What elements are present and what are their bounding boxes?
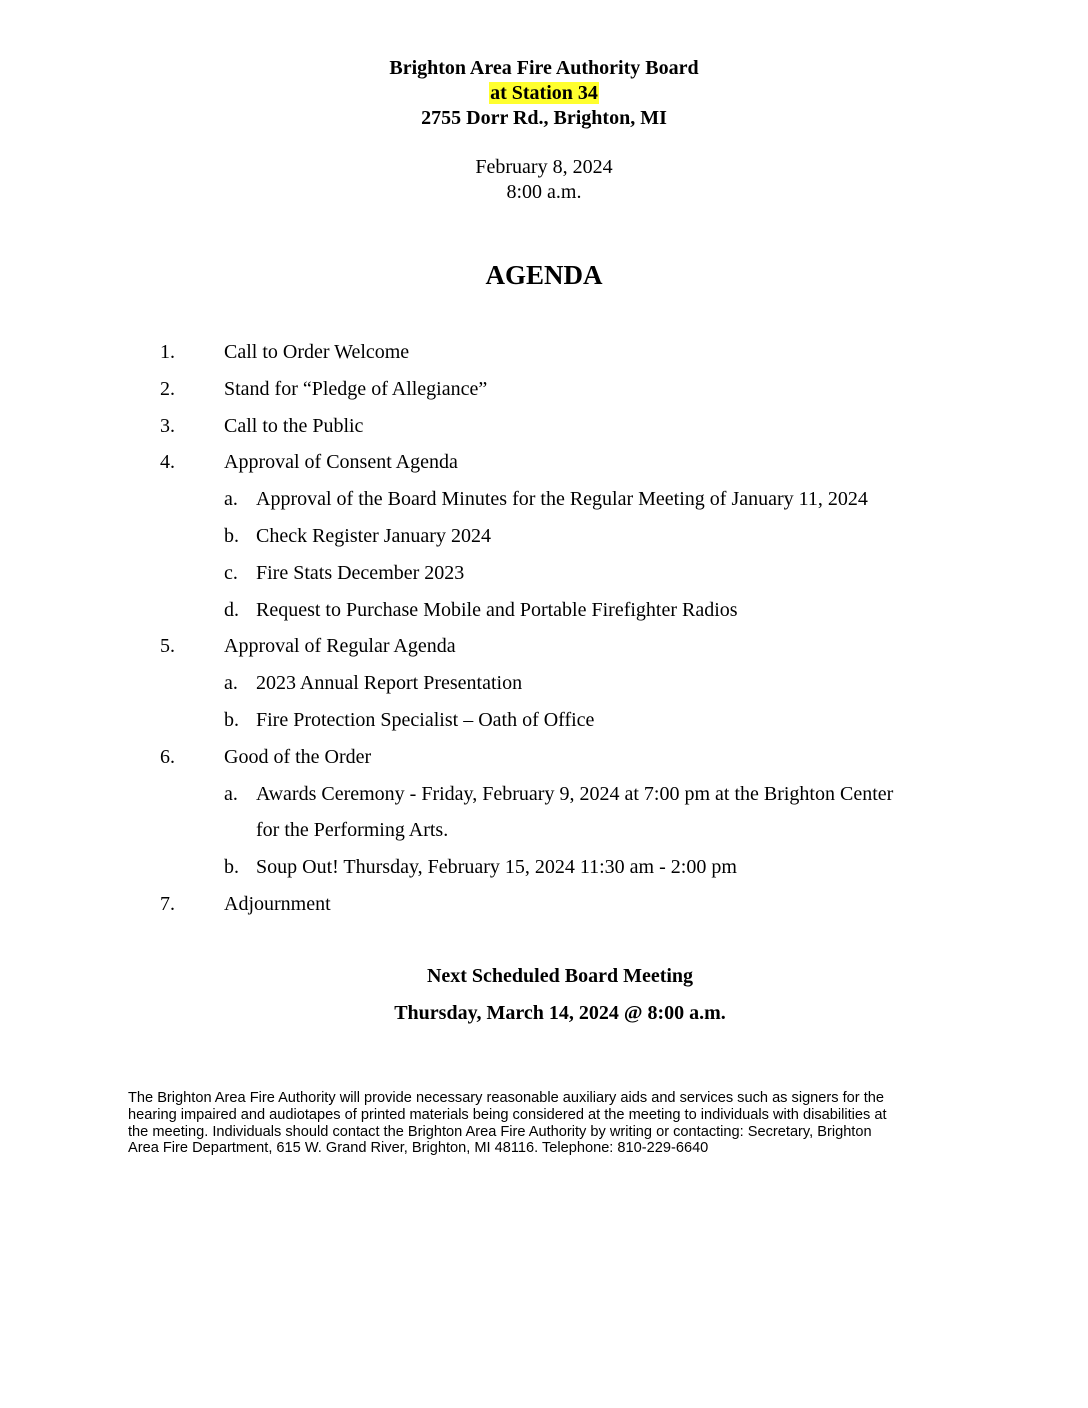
item-number: 2.: [160, 377, 175, 400]
item-number: 4.: [160, 451, 175, 474]
subitem-text: Soup Out! Thursday, February 15, 2024 11:30 am - 2:00 pm: [256, 856, 737, 879]
item-text: Good of the Order: [224, 745, 372, 768]
accessibility-notice: [128, 1090, 968, 1157]
agenda-item: [0, 334, 1088, 371]
item-number: 3.: [160, 414, 175, 437]
agenda-item: [0, 371, 1088, 408]
item-text: Call to the Public: [224, 414, 364, 437]
subitem-text: Fire Protection Specialist – Oath of Office: [256, 708, 595, 731]
agenda-subitem-continuation: [0, 812, 1088, 849]
subitem-continuation-text: for the Performing Arts.: [256, 819, 449, 842]
meeting-datetime: [0, 155, 1088, 205]
agenda-item: [0, 628, 1088, 665]
agenda-subitem: [0, 518, 1088, 555]
subitem-text: Approval of the Board Minutes for the Regular Meeting of January 11, 2024: [256, 488, 868, 511]
subitem-text: Check Register January 2024: [256, 524, 491, 547]
agenda-subitem: [0, 702, 1088, 739]
address-line: 2755 Dorr Rd., Brighton, MI: [421, 107, 667, 129]
agenda-subitem: [0, 592, 1088, 629]
subitem-letter: c.: [224, 561, 238, 584]
item-text: Approval of Consent Agenda: [224, 451, 458, 474]
subitem-letter: b.: [224, 524, 239, 547]
agenda-item: [0, 886, 1088, 923]
agenda-item: [0, 408, 1088, 445]
agenda-title: AGENDA: [485, 260, 603, 290]
item-text: Approval of Regular Agenda: [224, 635, 456, 658]
item-text: Adjournment: [224, 892, 331, 915]
agenda-subitem: [0, 555, 1088, 592]
subitem-letter: a.: [224, 782, 238, 805]
item-number: 6.: [160, 745, 175, 768]
organization-name: Brighton Area Fire Authority Board: [389, 57, 699, 79]
agenda-subitem: [0, 776, 1088, 813]
subitem-text: Request to Purchase Mobile and Portable Firefighter Radios: [256, 598, 738, 621]
item-number: 5.: [160, 635, 175, 658]
subitem-text: 2023 Annual Report Presentation: [256, 672, 523, 695]
agenda-subitem: [0, 665, 1088, 702]
notice-line: the meeting. Individuals should contact the Brighton Area Fire Authority by writing or contacting: Secretary, Brighton: [128, 1123, 872, 1140]
notice-line: hearing impaired and audiotapes of printed materials being considered at the meeting to individuals with disabilities at: [128, 1106, 887, 1123]
location-line: [0, 81, 1088, 106]
agenda-subitem: [0, 849, 1088, 886]
agenda-list: [0, 334, 1088, 923]
notice-line: Area Fire Department, 615 W. Grand River, Brighton, MI 48116. Telephone: 810-229-6640: [128, 1140, 709, 1157]
item-number: 7.: [160, 892, 175, 915]
next-meeting-block: [0, 958, 1088, 1032]
next-meeting-datetime: Thursday, March 14, 2024 @ 8:00 a.m.: [394, 1002, 726, 1024]
subitem-letter: d.: [224, 598, 239, 621]
item-number: 1.: [160, 341, 175, 363]
next-meeting-heading: Next Scheduled Board Meeting: [426, 965, 694, 987]
subitem-letter: b.: [224, 708, 239, 731]
agenda-item: [0, 739, 1088, 776]
document-header: [0, 56, 1088, 131]
subitem-letter: b.: [224, 856, 239, 879]
item-text: Call to Order Welcome: [224, 341, 410, 363]
item-text: Stand for “Pledge of Allegiance”: [224, 377, 488, 400]
subitem-text: Fire Stats December 2023: [256, 561, 465, 584]
subitem-text: Awards Ceremony - Friday, February 9, 2024 at 7:00 pm at the Brighton Center: [256, 782, 894, 805]
agenda-item: [0, 444, 1088, 481]
subitem-letter: a.: [224, 672, 238, 695]
agenda-subitem: [0, 481, 1088, 518]
subitem-letter: a.: [224, 488, 238, 511]
meeting-date: February 8, 2024: [475, 156, 613, 178]
notice-line: The Brighton Area Fire Authority will provide necessary reasonable auxiliary aids and services such as signers for the: [128, 1090, 885, 1106]
highlighted-location: at Station 34: [490, 82, 598, 104]
meeting-time: 8:00 a.m.: [506, 181, 582, 203]
